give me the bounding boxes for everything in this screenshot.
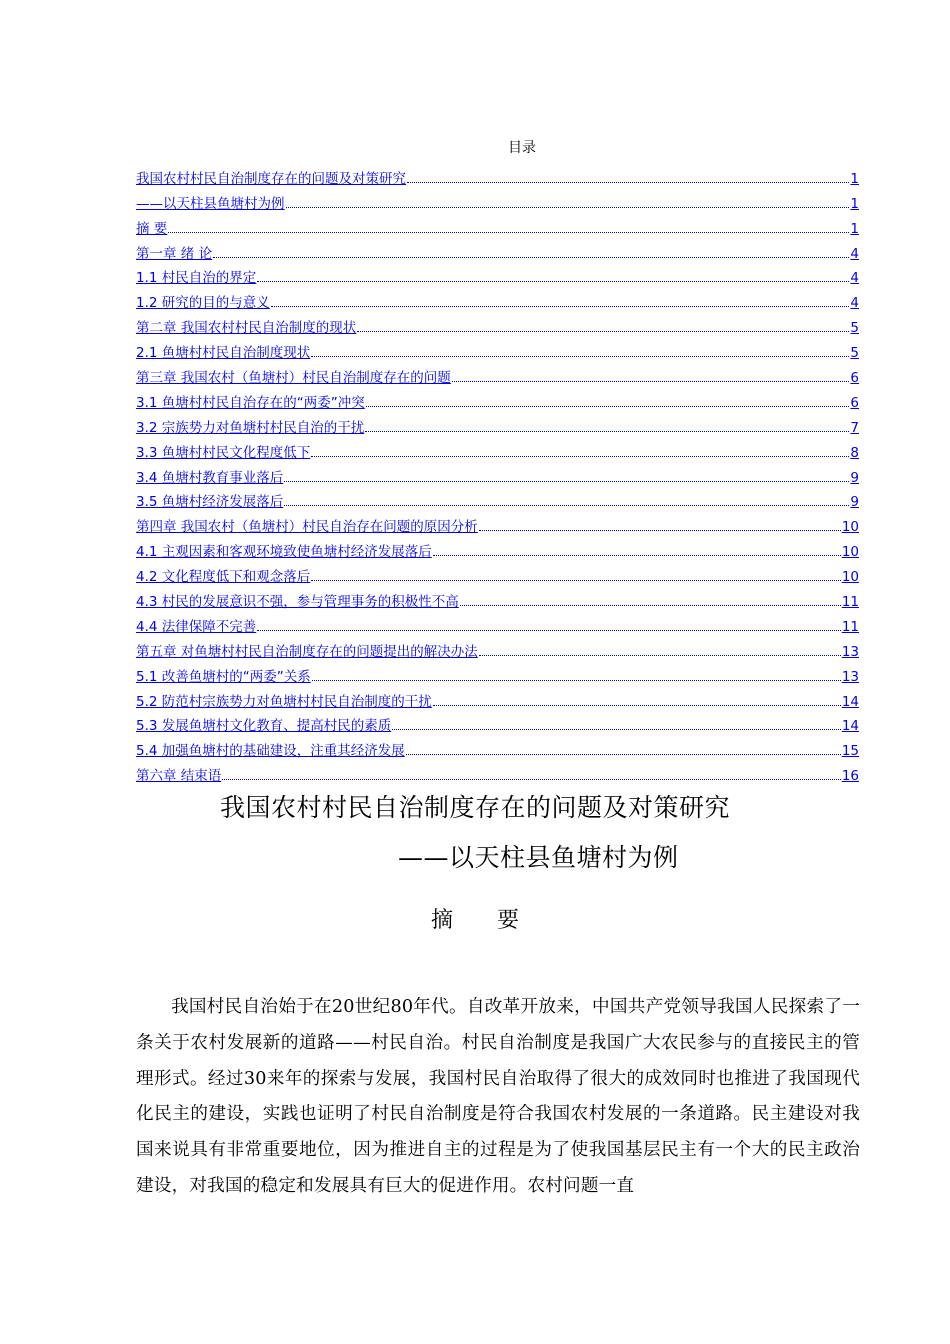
toc-entry-page-number: 4 <box>850 295 859 312</box>
toc-entry-link[interactable] <box>136 361 859 386</box>
toc-dot-leader <box>365 431 849 432</box>
toc-entry-page-number: 5 <box>850 345 859 362</box>
toc-entry-page-number: 6 <box>850 394 859 411</box>
abstract-heading-char-1: 摘 <box>430 908 453 933</box>
toc-entry-page-number: 6 <box>850 370 859 387</box>
toc-entry-text: 第四章 我国农村（鱼塘村）村民自治存在问题的原因分析 <box>136 519 478 536</box>
toc-entry-page-number: 4 <box>850 245 859 262</box>
toc-entry-text: 4.3 村民的发展意识不强，参与管理事务的积极性不高 <box>136 594 459 611</box>
toc-entry-page-number: 14 <box>841 718 859 735</box>
toc-entry-link[interactable] <box>136 212 859 237</box>
toc-entry-page-number: 16 <box>841 768 859 785</box>
toc-entry-page-number: 5 <box>850 320 859 337</box>
toc-entry-link[interactable] <box>136 660 859 685</box>
toc-entry-link[interactable] <box>136 560 859 585</box>
toc-entry-text: 3.4 鱼塘村教育事业落后 <box>136 469 284 486</box>
toc-entry-page-number: 9 <box>850 469 859 486</box>
toc-dot-leader <box>366 406 850 407</box>
toc-entry-link[interactable] <box>136 510 859 535</box>
toc-entry-link[interactable] <box>136 685 859 710</box>
toc-entry-link[interactable] <box>136 535 859 560</box>
toc-dot-leader <box>312 680 841 681</box>
toc-dot-leader <box>257 630 841 631</box>
toc-entry-text: 2.1 鱼塘村村民自治制度现状 <box>136 345 311 362</box>
toc-entry-link[interactable] <box>136 585 859 610</box>
toc-entry-link[interactable] <box>136 486 859 511</box>
document-subtitle: ——以天柱县鱼塘村为例 <box>398 843 679 872</box>
toc-entry-text: 5.1 改善鱼塘村的“两委”关系 <box>136 668 311 685</box>
toc-entry-link[interactable] <box>136 262 859 287</box>
toc-dot-leader <box>392 729 841 730</box>
toc-dot-leader <box>460 605 841 606</box>
abstract-heading <box>0 903 950 939</box>
toc-dot-leader <box>433 555 841 556</box>
toc-entry-page-number: 10 <box>841 519 859 536</box>
toc-dot-leader <box>407 182 849 183</box>
toc-dot-leader <box>479 530 841 531</box>
toc-entry-text: 第五章 对鱼塘村村民自治制度存在的问题提出的解决办法 <box>136 643 478 660</box>
toc-entry-link[interactable] <box>136 710 859 735</box>
toc-dot-leader <box>452 381 850 382</box>
toc-entry-text: 1.2 研究的目的与意义 <box>136 295 270 312</box>
toc-dot-leader <box>222 779 841 780</box>
toc-entry-text: 摘 要 <box>136 220 168 237</box>
toc-entry-text: 3.5 鱼塘村经济发展落后 <box>136 494 284 511</box>
toc-entry-link[interactable] <box>136 286 859 311</box>
toc-entry-text: 第二章 我国农村村民自治制度的现状 <box>136 320 357 337</box>
toc-entry-page-number: 13 <box>841 643 859 660</box>
toc-entry-text: 第三章 我国农村（鱼塘村）村民自治制度存在的问题 <box>136 370 451 387</box>
table-of-contents <box>136 162 859 784</box>
toc-entry-page-number: 11 <box>841 618 859 635</box>
toc-entry-text: ——以天柱县鱼塘村为例 <box>136 195 285 212</box>
toc-entry-page-number: 4 <box>850 270 859 287</box>
toc-entry-link[interactable] <box>136 411 859 436</box>
toc-dot-leader <box>286 207 850 208</box>
toc-dot-leader <box>168 232 849 233</box>
toc-entry-text: 5.2 防范村宗族势力对鱼塘村村民自治制度的干扰 <box>136 693 432 710</box>
toc-entry-text: 4.4 法律保障不完善 <box>136 618 257 635</box>
toc-entry-text: 3.2 宗族势力对鱼塘村村民自治的干扰 <box>136 419 365 436</box>
toc-entry-link[interactable] <box>136 386 859 411</box>
toc-entry-link[interactable] <box>136 635 859 660</box>
toc-entry-text: 第一章 绪 论 <box>136 245 213 262</box>
toc-entry-text: 3.3 鱼塘村村民文化程度低下 <box>136 444 311 461</box>
toc-entry-page-number: 8 <box>850 444 859 461</box>
abstract-paragraph: 我国村民自治始于在20世纪80年代。自改革开放来，中国共产党领导我国人民探索了一条关于农村发展新的道路——村民自治。村民自治制度是我国广大农民参与的直接民主的管理形式。经过30来年的探索与发展，我国村民自治取得了很大的成效同时也推进了我国现代化民主的建设，实践也证明了村民自治制度是符合我国农村发展的一条道路。民主建设对我国来说具有非常重要地位，因为推进自主的过程是为了使我国基层民主有一个大的民主政治建设，对我国的稳定和发展具有巨大的促进作用。农村问题一直 <box>136 997 860 1196</box>
toc-dot-leader <box>257 281 849 282</box>
toc-entry-link[interactable] <box>136 436 859 461</box>
toc-dot-leader <box>311 456 849 457</box>
toc-entry-text: 4.2 文化程度低下和观念落后 <box>136 569 311 586</box>
toc-heading: 目录 <box>508 140 536 156</box>
toc-entry-page-number: 11 <box>841 594 859 611</box>
toc-entry-text: 5.3 发展鱼塘村文化教育、提高村民的素质 <box>136 718 392 735</box>
toc-entry-link[interactable] <box>136 759 859 784</box>
toc-entry-link[interactable] <box>136 336 859 361</box>
toc-dot-leader <box>406 754 841 755</box>
toc-entry-text: 5.4 加强鱼塘村的基础建设，注重其经济发展 <box>136 743 405 760</box>
toc-entry-page-number: 7 <box>850 419 859 436</box>
toc-dot-leader <box>213 257 849 258</box>
toc-entry-link[interactable] <box>136 187 859 212</box>
toc-entry-page-number: 10 <box>841 569 859 586</box>
toc-entry-text: 4.1 主观因素和客观环境致使鱼塘村经济发展落后 <box>136 544 432 561</box>
toc-entry-link[interactable] <box>136 734 859 759</box>
toc-entry-text: 1.1 村民自治的界定 <box>136 270 257 287</box>
toc-dot-leader <box>271 306 850 307</box>
toc-entry-link[interactable] <box>136 610 859 635</box>
abstract-heading-char-2: 要 <box>497 908 520 933</box>
toc-dot-leader <box>284 505 849 506</box>
toc-dot-leader <box>357 331 849 332</box>
toc-dot-leader <box>433 705 841 706</box>
toc-entry-page-number: 9 <box>850 494 859 511</box>
toc-entry-text: 第六章 结束语 <box>136 768 222 785</box>
toc-dot-leader <box>311 356 849 357</box>
toc-dot-leader <box>284 481 849 482</box>
toc-entry-page-number: 1 <box>850 170 859 187</box>
toc-dot-leader <box>479 655 841 656</box>
document-title: 我国农村村民自治制度存在的问题及对策研究 <box>219 793 730 822</box>
toc-entry-text: 我国农村村民自治制度存在的问题及对策研究 <box>136 170 406 187</box>
toc-entry-link[interactable] <box>136 237 859 262</box>
toc-entry-text: 3.1 鱼塘村村民自治存在的“两委”冲突 <box>136 394 365 411</box>
toc-entry-link[interactable] <box>136 461 859 486</box>
toc-entry-page-number: 14 <box>841 693 859 710</box>
toc-entry-link[interactable] <box>136 162 859 187</box>
toc-entry-page-number: 10 <box>841 544 859 561</box>
toc-entry-page-number: 15 <box>841 743 859 760</box>
toc-entry-link[interactable] <box>136 311 859 336</box>
toc-entry-page-number: 1 <box>850 220 859 237</box>
toc-entry-page-number: 13 <box>841 668 859 685</box>
toc-dot-leader <box>311 580 841 581</box>
toc-entry-page-number: 1 <box>850 195 859 212</box>
